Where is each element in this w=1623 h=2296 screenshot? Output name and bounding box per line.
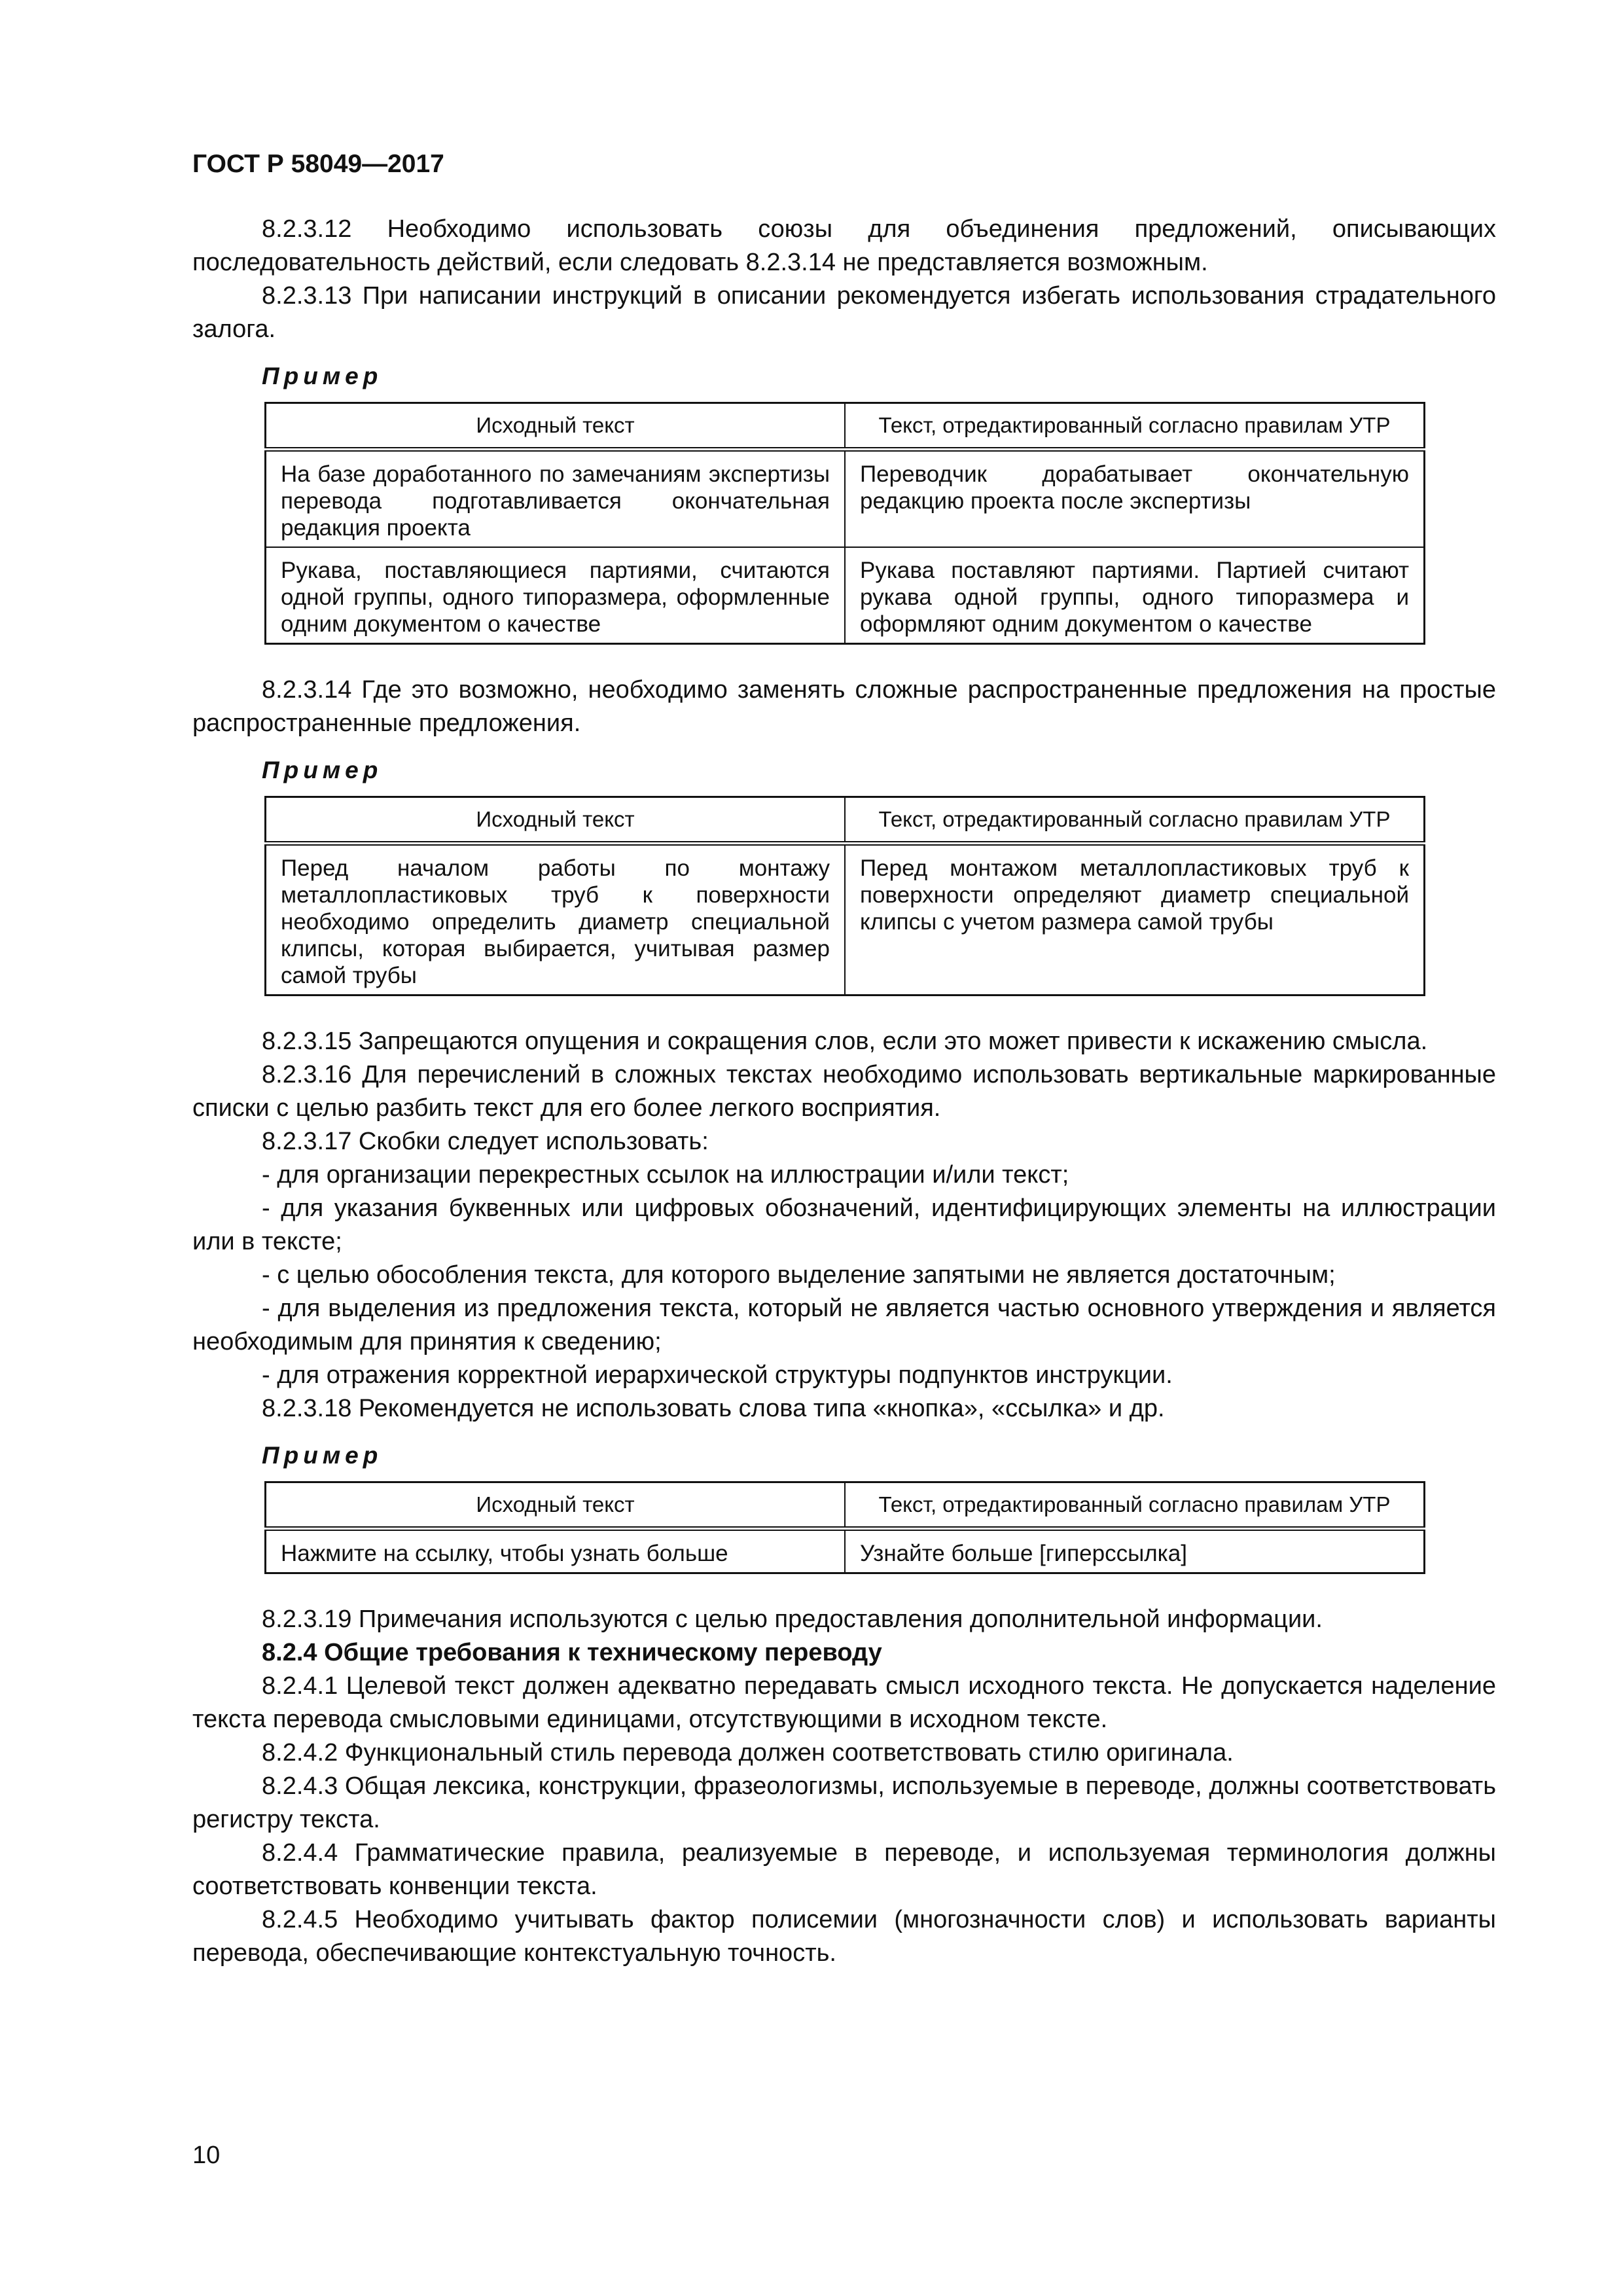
example-label: Пример: [262, 1441, 383, 1469]
paragraph-8-2-3-17: 8.2.3.17 Скобки следует использовать:: [262, 1127, 709, 1155]
table-row: [266, 1528, 1425, 1573]
paragraph-8-2-3-14: 8.2.3.14 Где это возможно, необходимо заменять сложные распространенные предложения на простые распространенные предложения.: [192, 675, 1496, 737]
header-edited-text: Текст, отредактированный согласно правилам УТР: [845, 1482, 1425, 1528]
cell-edited: Узнайте больше [гиперссылка]: [845, 1528, 1425, 1573]
example-label: Пример: [262, 362, 383, 389]
paragraph-8-2-4-1: 8.2.4.1 Целевой текст должен адекватно передавать смысл исходного текста. Не допускается наделение текста перевода смысловыми единицами, отсутствующими в исходном тексте.: [192, 1672, 1496, 1733]
header-edited-text: Текст, отредактированный согласно правилам УТР: [845, 403, 1425, 449]
example-label: Пример: [262, 756, 383, 783]
list-item: - с целью обособления текста, для которого выделение запятыми не является достаточным;: [262, 1261, 1336, 1289]
paragraph-8-2-4-3: 8.2.4.3 Общая лексика, конструкции, фразеологизмы, используемые в переводе, должны соответствовать регистру текста.: [192, 1772, 1496, 1833]
header-source-text: Исходный текст: [266, 403, 846, 449]
paragraph-8-2-3-18: 8.2.3.18 Рекомендуется не использовать слова типа «кнопка», «ссылка» и др.: [262, 1394, 1165, 1422]
cell-edited: Переводчик дорабатывает окончательную редакцию проекта после экспертизы: [845, 449, 1425, 547]
page-number: 10: [192, 2142, 221, 2169]
paragraph-8-2-3-16: 8.2.3.16 Для перечислений в сложных текстах необходимо использовать вертикальные маркированные списки с целью разбить текст для его более легкого восприятия.: [192, 1060, 1496, 1122]
header-source-text: Исходный текст: [266, 1482, 846, 1528]
paragraph-8-2-3-19: 8.2.3.19 Примечания используются с целью предоставления дополнительной информации.: [262, 1605, 1323, 1633]
example-table-2: [264, 796, 1425, 996]
example-table-3: [264, 1481, 1425, 1574]
cell-edited: Рукава поставляют партиями. Партией считают рукава одной группы, одного типоразмера и оформляют одним документом о качестве: [845, 547, 1425, 644]
document-page: [192, 149, 1496, 1970]
header-edited-text: Текст, отредактированный согласно правилам УТР: [845, 797, 1425, 843]
paragraph-8-2-3-15: 8.2.3.15 Запрещаются опущения и сокращения слов, если это может привести к искажению смысла.: [262, 1027, 1428, 1055]
table-header-row: [266, 403, 1425, 449]
example-table-1: [264, 402, 1425, 645]
table-header-row: [266, 797, 1425, 843]
standard-header: ГОСТ Р 58049—2017: [192, 150, 444, 178]
cell-source: Перед началом работы по монтажу металлопластиковых труб к поверхности необходимо определить диаметр специальной клипсы, которая выбирается, учитывая размер самой трубы: [266, 843, 846, 995]
paragraph-8-2-4-5: 8.2.4.5 Необходимо учитывать фактор полисемии (многозначности слов) и использовать варианты перевода, обеспечивающие контекстуальную точность.: [192, 1905, 1496, 1967]
list-item: - для выделения из предложения текста, который не является частью основного утверждения и является необходимым для принятия к сведению;: [192, 1294, 1496, 1355]
header-source-text: Исходный текст: [266, 797, 846, 843]
paragraph-8-2-4-4: 8.2.4.4 Грамматические правила, реализуемые в переводе, и используемая терминология должны соответствовать конвенции текста.: [192, 1839, 1496, 1900]
list-item: - для организации перекрестных ссылок на иллюстрации и/или текст;: [262, 1160, 1069, 1189]
list-item: - для указания буквенных или цифровых обозначений, идентифицирующих элементы на иллюстрации или в тексте;: [192, 1194, 1496, 1255]
table-row: [266, 547, 1425, 644]
cell-source: Рукава, поставляющиеся партиями, считаются одной группы, одного типоразмера, оформленные одним документом о качестве: [266, 547, 846, 644]
cell-edited: Перед монтажом металлопластиковых труб к поверхности определяют диаметр специальной клипсы с учетом размера самой трубы: [845, 843, 1425, 995]
table-row: [266, 449, 1425, 547]
cell-source: Нажмите на ссылку, чтобы узнать больше: [266, 1528, 846, 1573]
list-item: - для отражения корректной иерархической структуры подпунктов инструкции.: [262, 1361, 1173, 1389]
paragraph-8-2-3-12: 8.2.3.12 Необходимо использовать союзы для объединения предложений, описывающих последовательность действий, если следовать 8.2.3.14 не представляется возможным.: [192, 215, 1496, 276]
paragraph-8-2-4-2: 8.2.4.2 Функциональный стиль перевода должен соответствовать стилю оригинала.: [262, 1738, 1234, 1767]
section-heading-8-2-4: 8.2.4 Общие требования к техническому переводу: [262, 1638, 882, 1666]
table-row: [266, 843, 1425, 995]
paragraph-8-2-3-13: 8.2.3.13 При написании инструкций в описании рекомендуется избегать использования страдательного залога.: [192, 281, 1496, 343]
table-header-row: [266, 1482, 1425, 1528]
cell-source: На базе доработанного по замечаниям экспертизы перевода подготавливается окончательная редакция проекта: [266, 449, 846, 547]
